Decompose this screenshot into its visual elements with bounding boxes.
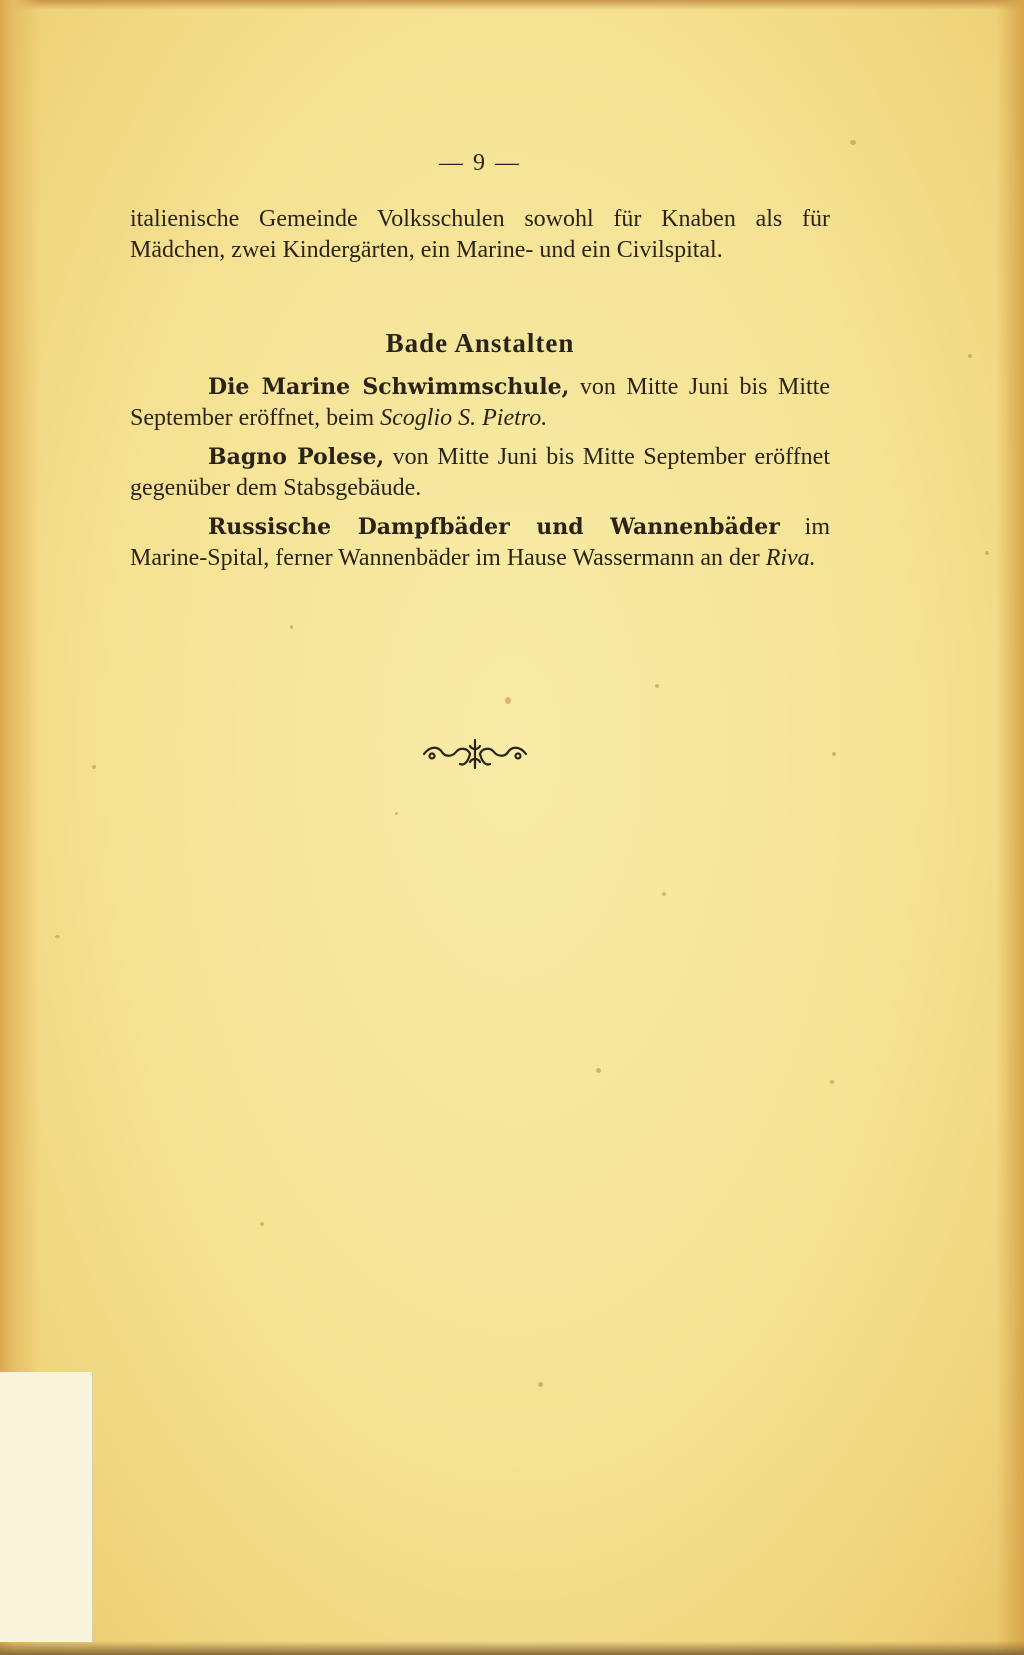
intro-paragraph: italienische Gemeinde Volksschulen sowohl für Knaben als für Mädchen, zwei Kindergärten, ein Marine- und ein Civilspital. — [130, 206, 830, 263]
bath-entry-bagno-polese — [130, 442, 830, 504]
bath-location: Riva. — [765, 545, 816, 571]
page-edge-top — [0, 0, 1024, 10]
bath-name: Bagno Polese, — [208, 444, 385, 470]
section-heading: Bade Anstalten — [385, 328, 575, 358]
paper-speck — [662, 892, 666, 896]
paper-speck — [655, 684, 659, 688]
decorative-ornament-icon — [420, 734, 530, 774]
paper-speck — [260, 1222, 264, 1226]
bath-details: von Mitte Juni bis Mitte September eröffnet gegenüber dem Stabsgebäude. — [130, 444, 830, 501]
bath-details: im Marine-Spital, ferner Wannenbäder im Hause Wassermann an der — [130, 514, 830, 571]
paper-speck — [830, 1080, 834, 1084]
paper-speck — [92, 765, 96, 769]
library-label-sticker — [0, 1372, 93, 1642]
paper-speck — [505, 697, 511, 704]
paper-speck — [985, 551, 989, 555]
page-number: — 9 — — [439, 150, 521, 176]
bath-entry-marine-swimming — [130, 372, 830, 434]
paper-speck — [538, 1382, 543, 1387]
bath-details: von Mitte Juni bis Mitte September eröffnet, beim — [130, 374, 830, 431]
paper-speck — [395, 812, 398, 815]
bath-location: Scoglio S. Pietro. — [380, 405, 548, 431]
bath-entry-russian-steam — [130, 512, 830, 574]
paper-speck — [290, 625, 293, 629]
paper-speck — [850, 140, 856, 145]
page-edge-right — [996, 0, 1024, 1655]
bath-name: Russische Dampfbäder und Wannenbäder — [208, 514, 780, 540]
page-edge-bottom — [0, 1641, 1024, 1655]
bath-name: Die Marine Schwimmschule, — [208, 374, 570, 400]
paper-speck — [968, 354, 972, 358]
bath-list — [130, 372, 830, 582]
paper-speck — [596, 1068, 601, 1073]
paper-speck — [55, 935, 60, 938]
paper-speck — [832, 752, 836, 756]
